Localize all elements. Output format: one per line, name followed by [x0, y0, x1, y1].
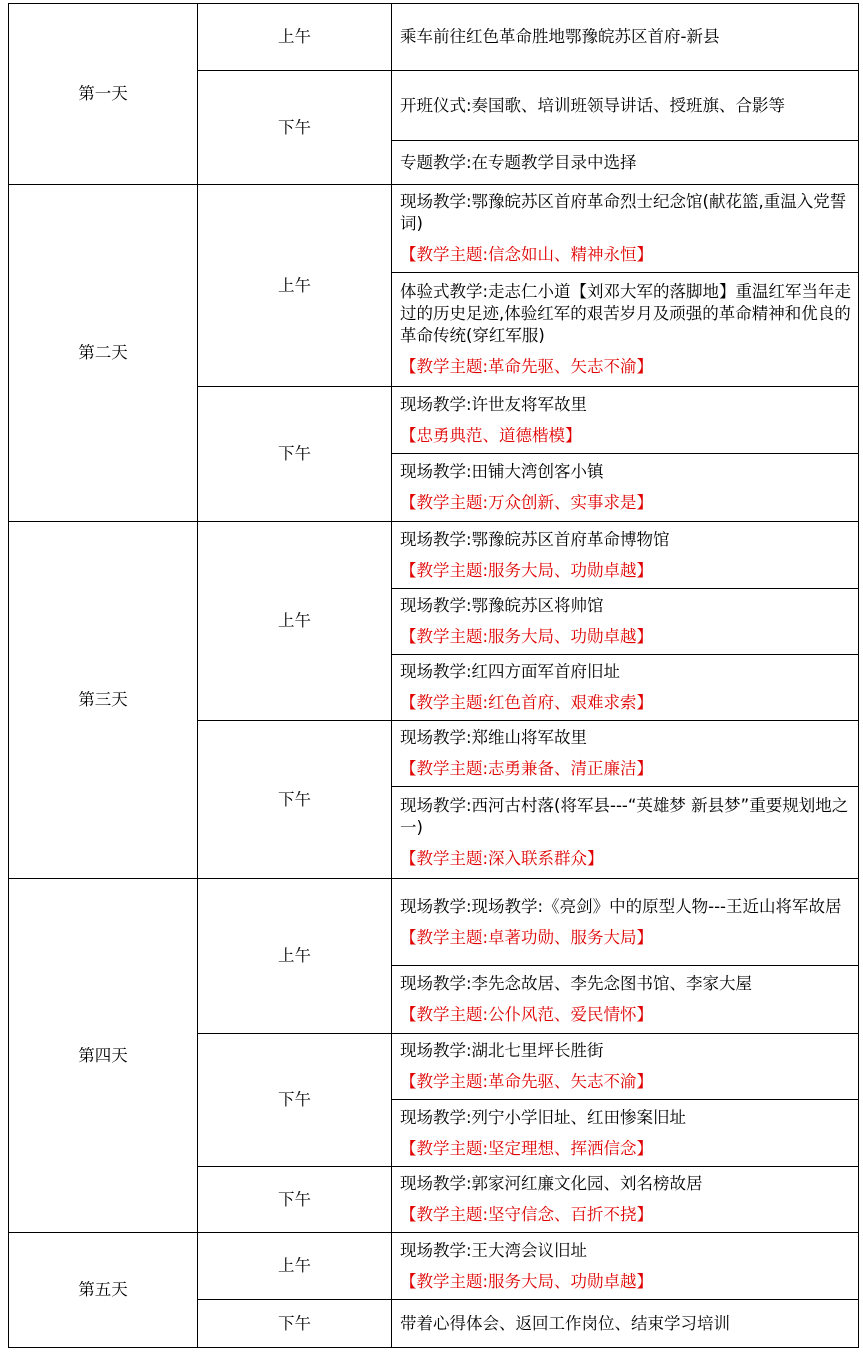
activity-text: 现场教学:湖北七里坪长胜街 [400, 1041, 604, 1060]
activity-text: 现场教学:鄂豫皖苏区首府革命博物馆 [400, 529, 670, 549]
teaching-theme: 【教学主题:万众创新、实事求是】 [400, 493, 654, 512]
activity-text: 现场教学:西河古村落(将军县---“英雄梦 新县梦”重要规划地之一) [400, 796, 849, 837]
activity-text: 现场教学:许世友将军故里 [400, 394, 588, 414]
period-label: 上午 [198, 185, 392, 387]
activity-text: 乘车前往红色革命胜地鄂豫皖苏区首府-新县 [400, 27, 720, 46]
activity-cell [392, 71, 859, 141]
activity-cell [392, 721, 859, 787]
period-label: 上午 [198, 879, 392, 1034]
activity-text: 带着心得体会、返回工作岗位、结束学习培训 [400, 1313, 730, 1333]
activity-cell [392, 1034, 859, 1100]
activity-text: 专题教学:在专题教学目录中选择 [400, 152, 637, 172]
activity-cell [392, 141, 859, 185]
activity-text: 现场教学:鄂豫皖苏区首府革命烈士纪念馆(献花篮,重温入党誓词) [400, 192, 847, 233]
teaching-theme: 【教学主题:坚守信念、百折不挠】 [400, 1205, 654, 1224]
activity-cell [392, 273, 859, 387]
activity-cell [392, 1100, 859, 1167]
activity-text: 现场教学:郑维山将军故里 [400, 728, 588, 747]
teaching-theme: 【教学主题:服务大局、功勋卓越】 [400, 627, 654, 646]
period-label: 下午 [198, 1167, 392, 1233]
schedule-table [8, 3, 859, 1348]
teaching-theme: 【教学主题:信念如山、精神永恒】 [400, 245, 654, 264]
teaching-theme: 【忠勇典范、道德楷模】 [400, 425, 582, 445]
activity-text: 体验式教学:走志仁小道【刘邓大军的落脚地】重温红军当年走过的历史足迹,体验红军的艰苦岁月及顽强的革命精神和优良的革命传统(穿红军服) [400, 282, 852, 345]
activity-text: 现场教学:李先念故居、李先念图书馆、李家大屋 [400, 974, 753, 993]
activity-text: 现场教学:现场教学:《亮剑》中的原型人物---王近山将军故居 [400, 896, 842, 916]
activity-cell [392, 1167, 859, 1233]
activity-cell [392, 4, 859, 71]
activity-cell [392, 879, 859, 966]
day-label: 第四天 [9, 879, 198, 1233]
table-row [9, 879, 859, 966]
activity-cell [392, 655, 859, 721]
day-label: 第三天 [9, 522, 198, 879]
teaching-theme: 【教学主题:公仆风范、爱民情怀】 [400, 1005, 654, 1024]
period-label: 下午 [198, 1300, 392, 1348]
period-label: 上午 [198, 522, 392, 721]
activity-text: 现场教学:郭家河红廉文化园、刘名榜故居 [400, 1174, 703, 1193]
day-label: 第一天 [9, 4, 198, 185]
period-label: 下午 [198, 387, 392, 522]
activity-text: 开班仪式:奏国歌、培训班领导讲话、授班旗、合影等 [400, 95, 786, 115]
teaching-theme: 【教学主题:革命先驱、矢志不渝】 [400, 357, 654, 376]
activity-text: 现场教学:列宁小学旧址、红田惨案旧址 [400, 1107, 687, 1127]
table-row [9, 1233, 859, 1300]
table-row [9, 522, 859, 589]
teaching-theme: 【教学主题:革命先驱、矢志不渝】 [400, 1072, 654, 1091]
activity-cell [392, 1300, 859, 1348]
teaching-theme: 【教学主题:卓著功勋、服务大局】 [400, 927, 654, 947]
day-label: 第五天 [9, 1233, 198, 1348]
activity-text: 现场教学:田铺大湾创客小镇 [400, 462, 604, 481]
activity-text: 现场教学:红四方面军首府旧址 [400, 662, 621, 681]
table-row [9, 4, 859, 71]
activity-cell [392, 522, 859, 589]
activity-text: 现场教学:鄂豫皖苏区将帅馆 [400, 596, 604, 615]
teaching-theme: 【教学主题:志勇兼备、清正廉洁】 [400, 759, 654, 778]
activity-cell [392, 966, 859, 1034]
teaching-theme: 【教学主题:红色首府、艰难求索】 [400, 693, 654, 712]
teaching-theme: 【教学主题:服务大局、功勋卓越】 [400, 560, 654, 580]
day-label: 第二天 [9, 185, 198, 522]
period-label: 下午 [198, 721, 392, 879]
activity-cell [392, 787, 859, 879]
activity-cell [392, 387, 859, 454]
table-row [9, 185, 859, 273]
period-label: 下午 [198, 71, 392, 185]
teaching-theme: 【教学主题:深入联系群众】 [400, 849, 604, 868]
activity-cell [392, 1233, 859, 1300]
teaching-theme: 【教学主题:坚定理想、挥洒信念】 [400, 1138, 654, 1158]
period-label: 上午 [198, 1233, 392, 1300]
activity-text: 现场教学:王大湾会议旧址 [400, 1240, 588, 1260]
teaching-theme: 【教学主题:服务大局、功勋卓越】 [400, 1271, 654, 1291]
activity-cell [392, 454, 859, 522]
period-label: 下午 [198, 1034, 392, 1167]
period-label: 上午 [198, 4, 392, 71]
activity-cell [392, 185, 859, 273]
activity-cell [392, 589, 859, 655]
